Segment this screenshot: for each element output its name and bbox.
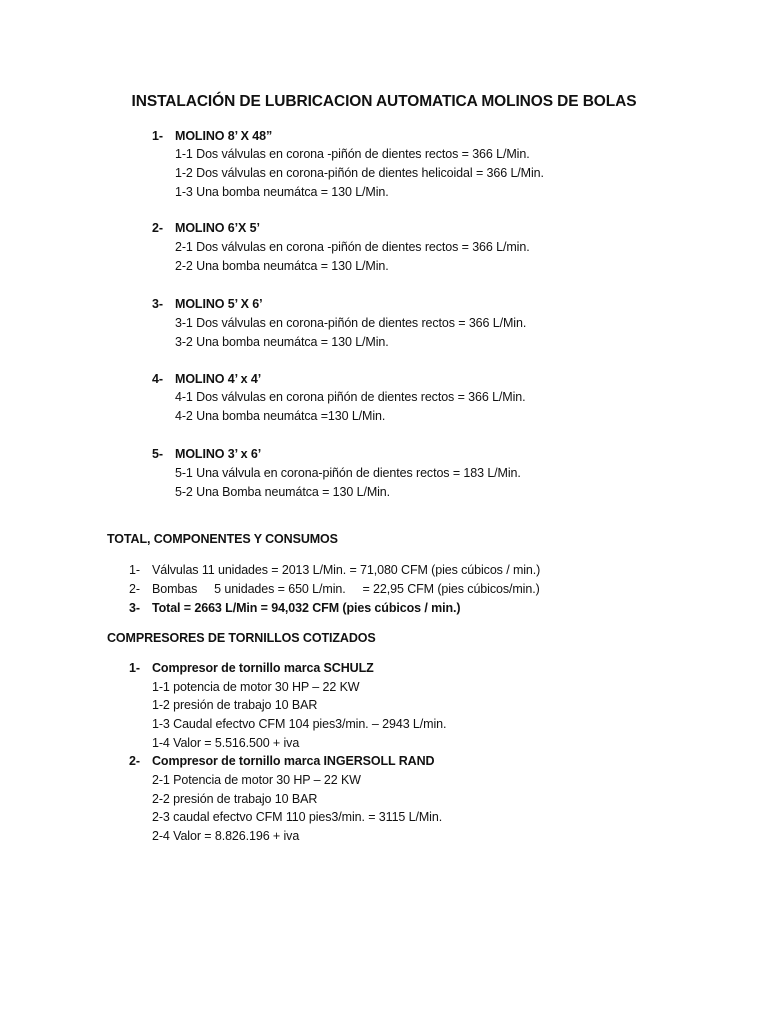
molino-4-number: 4-	[152, 372, 163, 386]
molino-1-item-1: 1-1 Dos válvulas en corona -piñón de dientes rectos = 366 L/Min.	[175, 147, 530, 161]
totals-heading: TOTAL, COMPONENTES Y CONSUMOS	[107, 532, 338, 546]
compresor-1-detail-4: 1-4 Valor = 5.516.500 + iva	[152, 736, 300, 750]
compresor-2-name: Compresor de tornillo marca INGERSOLL RAND	[152, 754, 435, 768]
compresor-2-number: 2-	[129, 754, 140, 768]
totals-item-3-text: Total = 2663 L/Min = 94,032 CFM (pies cúbicos / min.)	[152, 601, 461, 615]
molino-3-item-2: 3-2 Una bomba neumátca = 130 L/Min.	[175, 335, 389, 349]
totals-item-2-number: 2-	[129, 582, 140, 596]
molino-2-item-2: 2-2 Una bomba neumátca = 130 L/Min.	[175, 259, 389, 273]
compresor-1-number: 1-	[129, 661, 140, 675]
molino-2-item-1: 2-1 Dos válvulas en corona -piñón de dientes rectos = 366 L/min.	[175, 240, 530, 254]
molino-5-number: 5-	[152, 447, 163, 461]
molino-3-number: 3-	[152, 297, 163, 311]
document-title: INSTALACIÓN DE LUBRICACION AUTOMATICA MOLINOS DE BOLAS	[131, 93, 637, 110]
molino-5-name: MOLINO 3’ x 6’	[175, 447, 262, 461]
compresor-2-detail-2: 2-2 presión de trabajo 10 BAR	[152, 792, 318, 806]
totals-item-3-number: 3-	[129, 601, 140, 615]
compresor-2-detail-4: 2-4 Valor = 8.826.196 + iva	[152, 829, 300, 843]
molino-3-item-1: 3-1 Dos válvulas en corona-piñón de dientes rectos = 366 L/Min.	[175, 316, 527, 330]
molino-1-item-2: 1-2 Dos válvulas en corona-piñón de dientes helicoidal = 366 L/Min.	[175, 166, 544, 180]
compresor-2-detail-3: 2-3 caudal efectvo CFM 110 pies3/min. = 3115 L/Min.	[152, 810, 443, 824]
compresor-1-name: Compresor de tornillo marca SCHULZ	[152, 661, 374, 675]
compresor-2-detail-1: 2-1 Potencia de motor 30 HP – 22 KW	[152, 773, 361, 787]
molino-4-item-2: 4-2 Una bomba neumátca =130 L/Min.	[175, 409, 386, 423]
molino-2-name: MOLINO 6’X 5’	[175, 221, 260, 235]
totals-item-2-text: Bombas 5 unidades = 650 L/min. = 22,95 CFM (pies cúbicos/min.)	[152, 582, 540, 596]
molino-5-item-2: 5-2 Una Bomba neumátca = 130 L/Min.	[175, 485, 391, 499]
molino-4-item-1: 4-1 Dos válvulas en corona piñón de dientes rectos = 366 L/Min.	[175, 390, 526, 404]
compresores-heading: COMPRESORES DE TORNILLOS COTIZADOS	[107, 631, 376, 645]
compresor-1-detail-3: 1-3 Caudal efectvo CFM 104 pies3/min. – 2943 L/min.	[152, 717, 447, 731]
molino-2-number: 2-	[152, 221, 163, 235]
totals-item-1-number: 1-	[129, 563, 140, 577]
compresor-1-detail-1: 1-1 potencia de motor 30 HP – 22 KW	[152, 680, 360, 694]
molino-1-number: 1-	[152, 129, 163, 143]
molino-1-name: MOLINO 8’ X 48”	[175, 129, 273, 143]
compresor-1-detail-2: 1-2 presión de trabajo 10 BAR	[152, 698, 318, 712]
molino-1-item-3: 1-3 Una bomba neumátca = 130 L/Min.	[175, 185, 389, 199]
molino-5-item-1: 5-1 Una válvula en corona-piñón de dientes rectos = 183 L/Min.	[175, 466, 521, 480]
totals-item-1-text: Válvulas 11 unidades = 2013 L/Min. = 71,080 CFM (pies cúbicos / min.)	[152, 563, 541, 577]
molino-4-name: MOLINO 4’ x 4’	[175, 372, 262, 386]
molino-3-name: MOLINO 5’ X 6’	[175, 297, 263, 311]
